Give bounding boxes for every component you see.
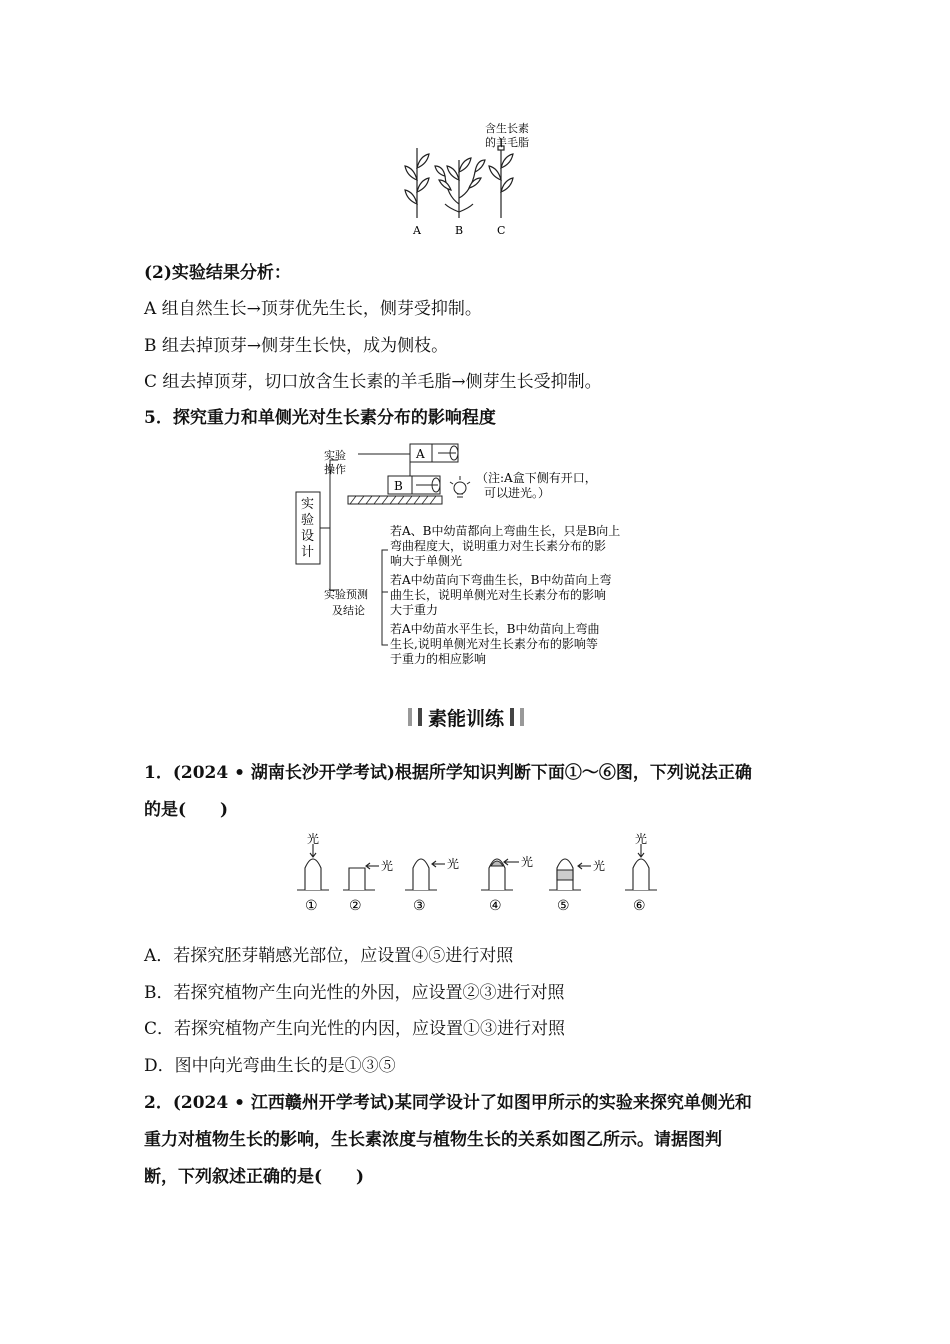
light-label-6: 光: [635, 832, 648, 846]
q2-stem-line-3: 断，下列叙述正确的是( ): [144, 1167, 365, 1187]
light-bulb-icon: [454, 482, 466, 494]
lanolin-label-2: 的羊毛脂: [485, 136, 529, 149]
gravity-light-design-figure: [290, 440, 670, 675]
note-line-1: （注:A盒下侧有开口，: [476, 471, 597, 485]
result1-line-2: 弯曲程度大，说明重力对生长素分布的影: [390, 539, 607, 553]
q1-option-a: A．若探究胚芽鞘感光部位，应设置④⑤进行对照: [144, 946, 514, 966]
plant-b-label: B: [455, 224, 464, 237]
fig-num-2: ②: [349, 898, 362, 914]
light-label-4: 光: [521, 855, 534, 869]
light-label-1: 光: [307, 832, 320, 846]
result-line-c: C 组去掉顶芽，切口放含生长素的羊毛脂→侧芽生长受抑制。: [144, 372, 602, 392]
section5-heading: 5．探究重力和单侧光对生长素分布的影响程度: [144, 408, 496, 428]
q1-option-c: C．若探究植物产生向光性的内因，应设置①③进行对照: [144, 1019, 566, 1039]
result1-line-3: 响大于单侧光: [390, 554, 463, 568]
plant-b: [435, 158, 485, 218]
note-line-2: 可以进光。）: [484, 486, 551, 500]
result-line-a: A 组自然生长→顶芽优先生长，侧芽受抑制。: [144, 299, 482, 319]
q1-option-b: B．若探究植物产生向光性的外因，应设置②③进行对照: [144, 983, 565, 1003]
plant-a: [405, 148, 429, 218]
q2-stem-line-2: 重力对植物生长的影响，生长素浓度与植物生长的关系如图乙所示。请据图判: [144, 1130, 722, 1150]
design-char-3: 设: [301, 529, 315, 544]
q2-stem-line-1: 2．(2024 • 江西赣州开学考试)某同学设计了如图甲所示的实验来探究单侧光和: [144, 1093, 752, 1113]
result3-line-1: 若A中幼苗水平生长，B中幼苗向上弯曲: [390, 622, 600, 636]
result-analysis-heading: (2)实验结果分析：: [144, 263, 291, 283]
predict-label-2: 及结论: [332, 604, 365, 617]
fig-num-1: ①: [305, 898, 318, 914]
apical-dominance-figure: [395, 120, 555, 240]
result-line-b: B 组去掉顶芽→侧芽生长快，成为侧枝。: [144, 336, 449, 356]
result3-line-2: 生长,说明单侧光对生长素分布的影响等: [390, 637, 598, 651]
fig-num-3: ③: [413, 898, 426, 914]
design-char-2: 验: [301, 513, 315, 528]
fig-num-6: ⑥: [633, 898, 646, 914]
training-title: [408, 704, 524, 730]
result3-line-3: 于重力的相应影响: [390, 652, 487, 666]
plant-c-label: C: [497, 224, 506, 237]
operation-label-2: 操作: [324, 463, 346, 476]
fig-num-4: ④: [489, 898, 502, 914]
q1-option-d: D．图中向光弯曲生长的是①③⑤: [144, 1056, 396, 1076]
design-char-1: 实: [301, 497, 315, 512]
box-b-label: B: [394, 479, 403, 493]
result2-line-1: 若A中幼苗向下弯曲生长，B中幼苗向上弯: [390, 573, 612, 587]
design-char-4: 计: [301, 545, 315, 560]
operation-label-1: 实验: [324, 449, 346, 462]
coleoptile-figure: [295, 832, 665, 916]
q1-stem-line-1: 1．(2024 • 湖南长沙开学考试)根据所学知识判断下面①～⑥图，下列说法正确: [144, 763, 752, 783]
light-label-3: 光: [447, 857, 460, 871]
result2-line-3: 大于重力: [390, 603, 439, 617]
fig-num-5: ⑤: [557, 898, 570, 914]
q1-stem-line-2: 的是( ): [144, 800, 229, 820]
lanolin-label-1: 含生长素: [485, 122, 529, 135]
plant-a-label: A: [413, 224, 421, 237]
plant-c: [489, 138, 513, 218]
predict-label-1: 实验预测: [324, 588, 368, 601]
result2-line-2: 曲生长，说明单侧光对生长素分布的影响: [390, 588, 607, 602]
light-label-2: 光: [381, 859, 394, 873]
training-title-text: 素能训练: [428, 707, 505, 730]
light-label-5: 光: [593, 859, 606, 873]
box-a-label: A: [416, 447, 425, 461]
result1-line-1: 若A、B中幼苗都向上弯曲生长，只是B向上: [390, 524, 621, 538]
